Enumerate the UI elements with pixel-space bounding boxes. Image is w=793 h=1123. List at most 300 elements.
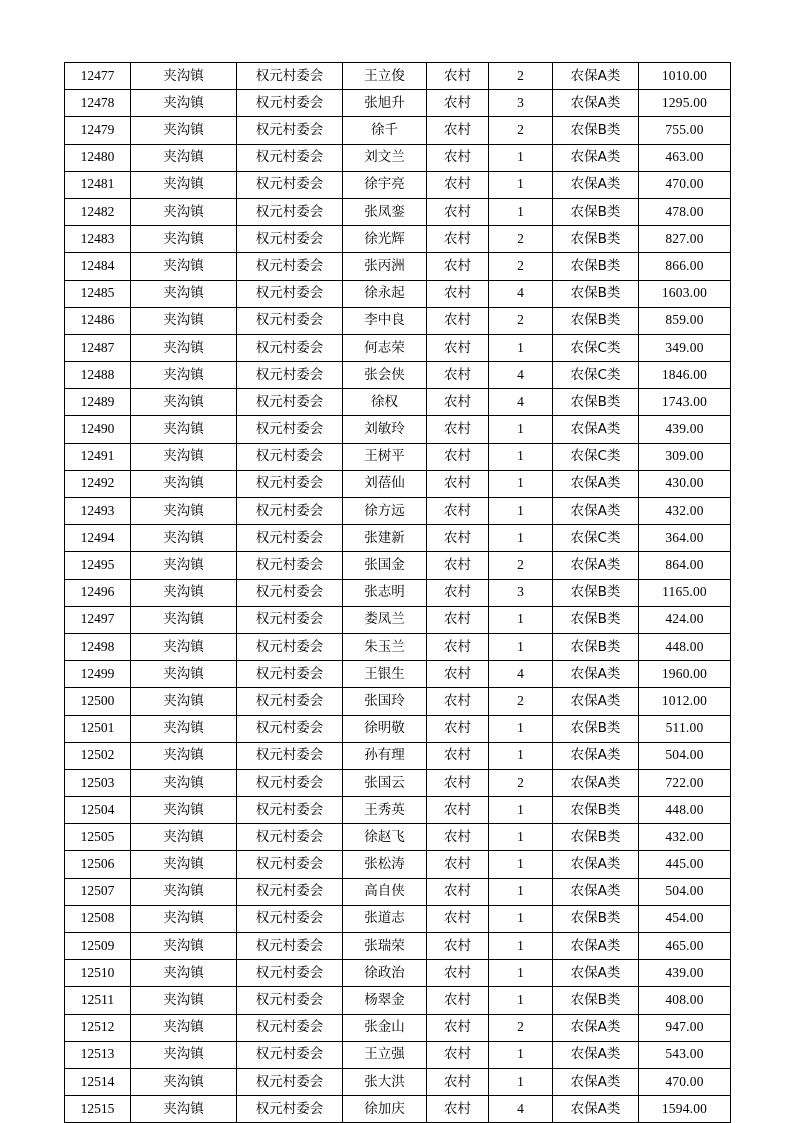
cell-town: 夹沟镇: [131, 63, 237, 90]
cell-amount: 1846.00: [639, 362, 731, 389]
cell-type: 农村: [427, 90, 489, 117]
table-row: [65, 1041, 731, 1068]
cell-category: 农保A类: [553, 552, 639, 579]
cell-name: 王秀英: [343, 797, 427, 824]
cell-id: 12501: [65, 715, 131, 742]
cell-name: 娄凤兰: [343, 606, 427, 633]
cell-id: 12497: [65, 606, 131, 633]
cell-type: 农村: [427, 253, 489, 280]
cell-town: 夹沟镇: [131, 552, 237, 579]
cell-amount: 1594.00: [639, 1096, 731, 1123]
cell-village: 权元村委会: [237, 878, 343, 905]
cell-type: 农村: [427, 416, 489, 443]
cell-category: 农保A类: [553, 769, 639, 796]
cell-amount: 722.00: [639, 769, 731, 796]
cell-town: 夹沟镇: [131, 688, 237, 715]
cell-count: 4: [489, 362, 553, 389]
cell-town: 夹沟镇: [131, 633, 237, 660]
cell-town: 夹沟镇: [131, 905, 237, 932]
cell-category: 农保B类: [553, 280, 639, 307]
cell-count: 1: [489, 851, 553, 878]
cell-category: 农保A类: [553, 742, 639, 769]
cell-amount: 1603.00: [639, 280, 731, 307]
cell-id: 12477: [65, 63, 131, 90]
cell-id: 12498: [65, 633, 131, 660]
cell-village: 权元村委会: [237, 742, 343, 769]
cell-village: 权元村委会: [237, 715, 343, 742]
cell-amount: 470.00: [639, 171, 731, 198]
cell-town: 夹沟镇: [131, 1041, 237, 1068]
table-row: [65, 878, 731, 905]
cell-id: 12514: [65, 1068, 131, 1095]
cell-name: 王立俊: [343, 63, 427, 90]
table-row: [65, 579, 731, 606]
cell-town: 夹沟镇: [131, 117, 237, 144]
cell-category: 农保A类: [553, 688, 639, 715]
cell-village: 权元村委会: [237, 253, 343, 280]
cell-category: 农保B类: [553, 307, 639, 334]
cell-category: 农保B类: [553, 389, 639, 416]
table-row: [65, 824, 731, 851]
cell-town: 夹沟镇: [131, 742, 237, 769]
cell-count: 2: [489, 1014, 553, 1041]
cell-town: 夹沟镇: [131, 362, 237, 389]
table-row: [65, 198, 731, 225]
cell-category: 农保B类: [553, 987, 639, 1014]
cell-name: 王树平: [343, 443, 427, 470]
cell-count: 2: [489, 688, 553, 715]
cell-amount: 1010.00: [639, 63, 731, 90]
cell-village: 权元村委会: [237, 1014, 343, 1041]
cell-id: 12482: [65, 198, 131, 225]
cell-type: 农村: [427, 498, 489, 525]
cell-amount: 408.00: [639, 987, 731, 1014]
cell-id: 12499: [65, 661, 131, 688]
cell-town: 夹沟镇: [131, 416, 237, 443]
cell-category: 农保C类: [553, 443, 639, 470]
cell-town: 夹沟镇: [131, 171, 237, 198]
cell-name: 孙有理: [343, 742, 427, 769]
cell-type: 农村: [427, 905, 489, 932]
cell-name: 张旭升: [343, 90, 427, 117]
cell-count: 1: [489, 715, 553, 742]
cell-village: 权元村委会: [237, 552, 343, 579]
cell-type: 农村: [427, 63, 489, 90]
table-row: [65, 470, 731, 497]
cell-category: 农保B类: [553, 606, 639, 633]
cell-id: 12481: [65, 171, 131, 198]
cell-name: 徐永起: [343, 280, 427, 307]
cell-count: 2: [489, 253, 553, 280]
cell-village: 权元村委会: [237, 1096, 343, 1123]
cell-count: 1: [489, 171, 553, 198]
cell-village: 权元村委会: [237, 661, 343, 688]
cell-amount: 470.00: [639, 1068, 731, 1095]
cell-town: 夹沟镇: [131, 715, 237, 742]
cell-name: 张道志: [343, 905, 427, 932]
cell-name: 张金山: [343, 1014, 427, 1041]
cell-name: 张凤銮: [343, 198, 427, 225]
cell-type: 农村: [427, 389, 489, 416]
cell-amount: 864.00: [639, 552, 731, 579]
cell-village: 权元村委会: [237, 144, 343, 171]
cell-village: 权元村委会: [237, 171, 343, 198]
cell-name: 李中良: [343, 307, 427, 334]
cell-name: 刘敏玲: [343, 416, 427, 443]
cell-count: 3: [489, 579, 553, 606]
cell-village: 权元村委会: [237, 1068, 343, 1095]
cell-name: 徐方远: [343, 498, 427, 525]
table-row: [65, 797, 731, 824]
table-row: [65, 905, 731, 932]
cell-type: 农村: [427, 851, 489, 878]
cell-town: 夹沟镇: [131, 389, 237, 416]
cell-category: 农保B类: [553, 715, 639, 742]
cell-category: 农保A类: [553, 90, 639, 117]
cell-type: 农村: [427, 878, 489, 905]
table-row: [65, 715, 731, 742]
table-row: [65, 1068, 731, 1095]
cell-id: 12487: [65, 334, 131, 361]
cell-town: 夹沟镇: [131, 1068, 237, 1095]
cell-count: 1: [489, 933, 553, 960]
cell-village: 权元村委会: [237, 63, 343, 90]
cell-id: 12495: [65, 552, 131, 579]
cell-village: 权元村委会: [237, 443, 343, 470]
cell-village: 权元村委会: [237, 797, 343, 824]
cell-name: 张国玲: [343, 688, 427, 715]
cell-village: 权元村委会: [237, 90, 343, 117]
cell-type: 农村: [427, 661, 489, 688]
table-row: [65, 90, 731, 117]
cell-village: 权元村委会: [237, 470, 343, 497]
cell-type: 农村: [427, 960, 489, 987]
cell-village: 权元村委会: [237, 606, 343, 633]
cell-name: 张会侠: [343, 362, 427, 389]
table-row: [65, 498, 731, 525]
cell-name: 张大洪: [343, 1068, 427, 1095]
cell-id: 12503: [65, 769, 131, 796]
table-row: [65, 253, 731, 280]
cell-category: 农保A类: [553, 960, 639, 987]
cell-count: 4: [489, 389, 553, 416]
cell-count: 1: [489, 742, 553, 769]
cell-amount: 448.00: [639, 797, 731, 824]
cell-name: 张志明: [343, 579, 427, 606]
cell-id: 12489: [65, 389, 131, 416]
table-row: [65, 661, 731, 688]
cell-category: 农保B类: [553, 824, 639, 851]
cell-amount: 504.00: [639, 742, 731, 769]
table-row: [65, 552, 731, 579]
cell-type: 农村: [427, 769, 489, 796]
cell-count: 1: [489, 987, 553, 1014]
cell-type: 农村: [427, 525, 489, 552]
cell-category: 农保A类: [553, 933, 639, 960]
cell-village: 权元村委会: [237, 198, 343, 225]
cell-type: 农村: [427, 552, 489, 579]
table-row: [65, 334, 731, 361]
cell-type: 农村: [427, 443, 489, 470]
cell-id: 12510: [65, 960, 131, 987]
table-row: [65, 688, 731, 715]
cell-count: 1: [489, 525, 553, 552]
cell-town: 夹沟镇: [131, 797, 237, 824]
cell-category: 农保A类: [553, 1041, 639, 1068]
cell-name: 刘蓓仙: [343, 470, 427, 497]
cell-category: 农保C类: [553, 525, 639, 552]
cell-count: 2: [489, 63, 553, 90]
cell-type: 农村: [427, 606, 489, 633]
cell-category: 农保A类: [553, 144, 639, 171]
cell-town: 夹沟镇: [131, 661, 237, 688]
cell-id: 12480: [65, 144, 131, 171]
cell-count: 1: [489, 606, 553, 633]
cell-category: 农保A类: [553, 1096, 639, 1123]
cell-town: 夹沟镇: [131, 851, 237, 878]
cell-type: 农村: [427, 362, 489, 389]
cell-category: 农保B类: [553, 226, 639, 253]
cell-amount: 947.00: [639, 1014, 731, 1041]
table-row: [65, 960, 731, 987]
cell-town: 夹沟镇: [131, 90, 237, 117]
table-row: [65, 144, 731, 171]
table-row: [65, 525, 731, 552]
cell-name: 何志荣: [343, 334, 427, 361]
cell-count: 4: [489, 280, 553, 307]
cell-amount: 424.00: [639, 606, 731, 633]
cell-name: 张丙洲: [343, 253, 427, 280]
cell-count: 3: [489, 90, 553, 117]
cell-id: 12513: [65, 1041, 131, 1068]
cell-id: 12494: [65, 525, 131, 552]
cell-category: 农保A类: [553, 470, 639, 497]
cell-id: 12490: [65, 416, 131, 443]
cell-village: 权元村委会: [237, 117, 343, 144]
cell-type: 农村: [427, 1041, 489, 1068]
table-row: [65, 1096, 731, 1123]
cell-category: 农保A类: [553, 498, 639, 525]
cell-id: 12478: [65, 90, 131, 117]
cell-town: 夹沟镇: [131, 1096, 237, 1123]
table-row: [65, 987, 731, 1014]
cell-type: 农村: [427, 1096, 489, 1123]
table-row: [65, 633, 731, 660]
cell-town: 夹沟镇: [131, 987, 237, 1014]
cell-town: 夹沟镇: [131, 443, 237, 470]
cell-name: 徐明敬: [343, 715, 427, 742]
cell-amount: 1295.00: [639, 90, 731, 117]
cell-village: 权元村委会: [237, 905, 343, 932]
cell-town: 夹沟镇: [131, 579, 237, 606]
cell-type: 农村: [427, 633, 489, 660]
cell-category: 农保A类: [553, 171, 639, 198]
cell-id: 12507: [65, 878, 131, 905]
cell-village: 权元村委会: [237, 987, 343, 1014]
cell-name: 王银生: [343, 661, 427, 688]
cell-village: 权元村委会: [237, 851, 343, 878]
cell-id: 12484: [65, 253, 131, 280]
cell-village: 权元村委会: [237, 362, 343, 389]
cell-town: 夹沟镇: [131, 606, 237, 633]
cell-count: 2: [489, 552, 553, 579]
cell-town: 夹沟镇: [131, 470, 237, 497]
cell-category: 农保A类: [553, 1014, 639, 1041]
cell-category: 农保A类: [553, 878, 639, 905]
cell-name: 王立强: [343, 1041, 427, 1068]
cell-town: 夹沟镇: [131, 525, 237, 552]
cell-count: 1: [489, 416, 553, 443]
cell-type: 农村: [427, 579, 489, 606]
cell-id: 12506: [65, 851, 131, 878]
cell-category: 农保B类: [553, 905, 639, 932]
cell-category: 农保B类: [553, 117, 639, 144]
cell-type: 农村: [427, 824, 489, 851]
cell-type: 农村: [427, 198, 489, 225]
cell-name: 高自侠: [343, 878, 427, 905]
cell-count: 1: [489, 905, 553, 932]
cell-village: 权元村委会: [237, 824, 343, 851]
cell-id: 12515: [65, 1096, 131, 1123]
table-row: [65, 280, 731, 307]
cell-amount: 309.00: [639, 443, 731, 470]
cell-category: 农保B类: [553, 633, 639, 660]
cell-amount: 349.00: [639, 334, 731, 361]
cell-name: 张瑞荣: [343, 933, 427, 960]
cell-category: 农保B类: [553, 797, 639, 824]
cell-amount: 1743.00: [639, 389, 731, 416]
cell-village: 权元村委会: [237, 688, 343, 715]
cell-category: 农保A类: [553, 661, 639, 688]
cell-type: 农村: [427, 280, 489, 307]
cell-category: 农保C类: [553, 362, 639, 389]
cell-amount: 478.00: [639, 198, 731, 225]
cell-count: 4: [489, 661, 553, 688]
cell-id: 12486: [65, 307, 131, 334]
table-row: [65, 606, 731, 633]
cell-name: 徐宇亮: [343, 171, 427, 198]
cell-count: 1: [489, 443, 553, 470]
cell-name: 张松涛: [343, 851, 427, 878]
cell-type: 农村: [427, 742, 489, 769]
cell-amount: 463.00: [639, 144, 731, 171]
cell-town: 夹沟镇: [131, 498, 237, 525]
cell-count: 2: [489, 226, 553, 253]
cell-amount: 448.00: [639, 633, 731, 660]
cell-town: 夹沟镇: [131, 769, 237, 796]
cell-category: 农保B类: [553, 253, 639, 280]
table-row: [65, 307, 731, 334]
cell-id: 12488: [65, 362, 131, 389]
cell-name: 徐赵飞: [343, 824, 427, 851]
cell-name: 徐权: [343, 389, 427, 416]
cell-category: 农保A类: [553, 63, 639, 90]
cell-village: 权元村委会: [237, 579, 343, 606]
cell-category: 农保A类: [553, 416, 639, 443]
cell-category: 农保B类: [553, 198, 639, 225]
cell-village: 权元村委会: [237, 226, 343, 253]
cell-town: 夹沟镇: [131, 334, 237, 361]
cell-town: 夹沟镇: [131, 1014, 237, 1041]
table-row: [65, 362, 731, 389]
cell-town: 夹沟镇: [131, 144, 237, 171]
cell-amount: 432.00: [639, 498, 731, 525]
cell-village: 权元村委会: [237, 307, 343, 334]
cell-amount: 504.00: [639, 878, 731, 905]
cell-count: 4: [489, 1096, 553, 1123]
cell-amount: 439.00: [639, 416, 731, 443]
cell-type: 农村: [427, 470, 489, 497]
cell-count: 1: [489, 470, 553, 497]
cell-village: 权元村委会: [237, 416, 343, 443]
cell-count: 1: [489, 960, 553, 987]
cell-type: 农村: [427, 307, 489, 334]
cell-village: 权元村委会: [237, 525, 343, 552]
cell-id: 12479: [65, 117, 131, 144]
cell-id: 12491: [65, 443, 131, 470]
cell-id: 12485: [65, 280, 131, 307]
cell-village: 权元村委会: [237, 389, 343, 416]
cell-name: 徐千: [343, 117, 427, 144]
cell-type: 农村: [427, 144, 489, 171]
table-row: [65, 443, 731, 470]
table-row: [65, 389, 731, 416]
table-row: [65, 226, 731, 253]
cell-amount: 1012.00: [639, 688, 731, 715]
cell-count: 2: [489, 117, 553, 144]
cell-name: 张国金: [343, 552, 427, 579]
cell-name: 杨翠金: [343, 987, 427, 1014]
cell-village: 权元村委会: [237, 1041, 343, 1068]
cell-amount: 432.00: [639, 824, 731, 851]
cell-town: 夹沟镇: [131, 253, 237, 280]
cell-count: 2: [489, 307, 553, 334]
cell-type: 农村: [427, 334, 489, 361]
cell-name: 徐加庆: [343, 1096, 427, 1123]
cell-amount: 465.00: [639, 933, 731, 960]
cell-town: 夹沟镇: [131, 198, 237, 225]
cell-village: 权元村委会: [237, 769, 343, 796]
cell-amount: 827.00: [639, 226, 731, 253]
cell-id: 12500: [65, 688, 131, 715]
cell-count: 1: [489, 1068, 553, 1095]
cell-amount: 364.00: [639, 525, 731, 552]
cell-id: 12505: [65, 824, 131, 851]
table-row: [65, 769, 731, 796]
cell-name: 张国云: [343, 769, 427, 796]
cell-type: 农村: [427, 715, 489, 742]
cell-amount: 755.00: [639, 117, 731, 144]
cell-id: 12493: [65, 498, 131, 525]
cell-type: 农村: [427, 987, 489, 1014]
cell-id: 12496: [65, 579, 131, 606]
cell-count: 1: [489, 633, 553, 660]
cell-town: 夹沟镇: [131, 226, 237, 253]
cell-id: 12504: [65, 797, 131, 824]
cell-type: 农村: [427, 117, 489, 144]
cell-name: 徐光辉: [343, 226, 427, 253]
cell-count: 1: [489, 498, 553, 525]
cell-count: 1: [489, 198, 553, 225]
cell-category: 农保A类: [553, 851, 639, 878]
cell-type: 农村: [427, 171, 489, 198]
table-row: [65, 171, 731, 198]
cell-id: 12492: [65, 470, 131, 497]
cell-type: 农村: [427, 797, 489, 824]
cell-id: 12502: [65, 742, 131, 769]
cell-name: 朱玉兰: [343, 633, 427, 660]
cell-amount: 439.00: [639, 960, 731, 987]
